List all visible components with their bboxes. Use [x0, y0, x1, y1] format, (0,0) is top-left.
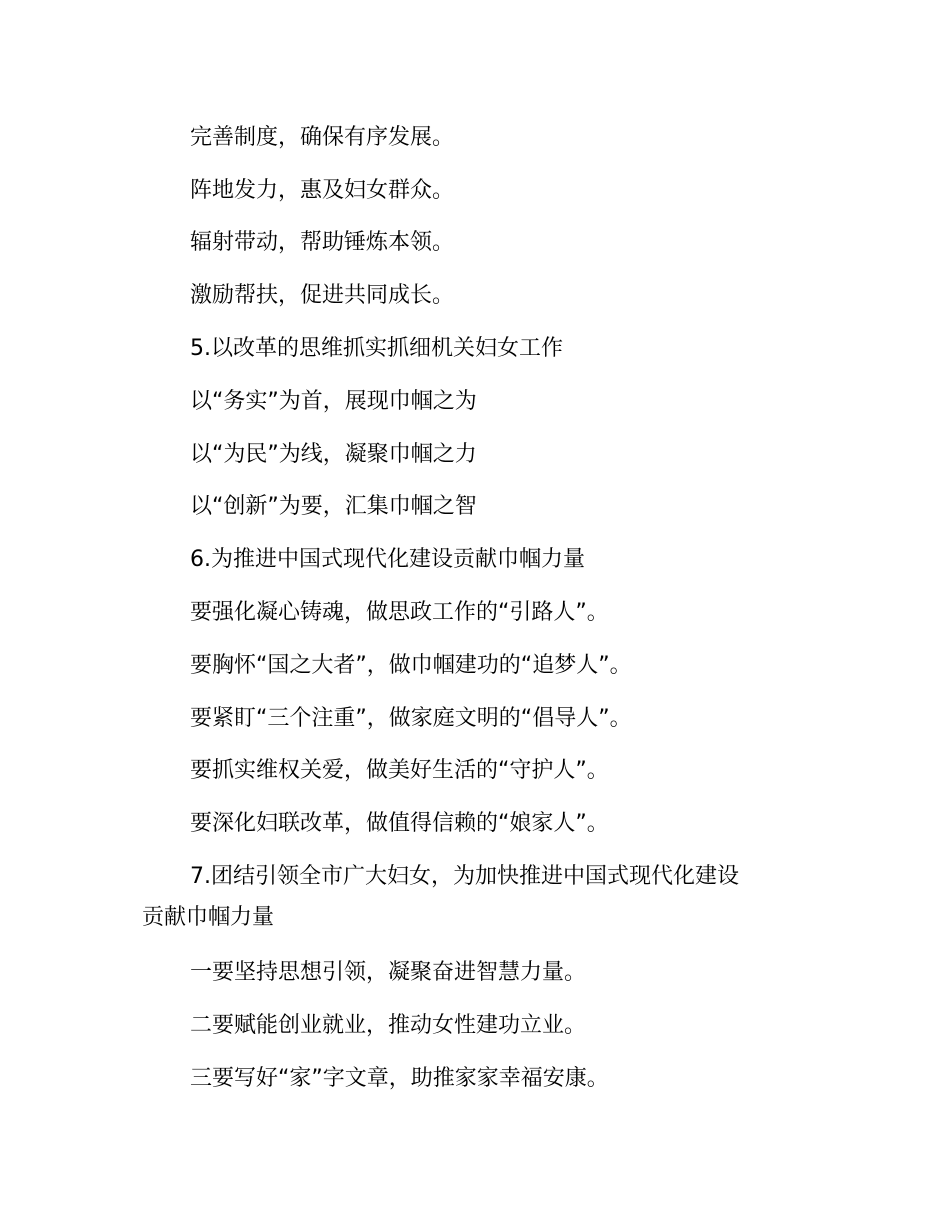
text-line: 要紧盯“三个注重”，做家庭文明的“倡导人”。: [190, 706, 632, 731]
text-line: 完善制度，确保有序发展。: [190, 125, 455, 150]
text-line: 二要赋能创业就业，推动女性建功立业。: [190, 1013, 587, 1038]
text-line: 阵地发力，惠及妇女群众。: [190, 178, 455, 203]
section-heading: 6.为推进中国式现代化建设贡献巾帼力量: [190, 547, 585, 572]
text-line: 以“务实”为首，展现巾帼之为: [190, 389, 477, 414]
section-heading: 5.以改革的思维抓实抓细机关妇女工作: [190, 336, 563, 361]
text-line: 以“创新”为要，汇集巾帼之智: [190, 494, 477, 519]
text-line: 以“为民”为线，凝聚巾帼之力: [190, 442, 477, 467]
text-line: 要抓实维权关爱，做美好生活的“守护人”。: [190, 758, 609, 783]
text-line: 要胸怀“国之大者”，做巾帼建功的“追梦人”。: [190, 653, 632, 678]
text-line: 要深化妇联改革，做值得信赖的“娘家人”。: [190, 811, 609, 836]
text-line: 三要写好“家”字文章，助推家家幸福安康。: [190, 1066, 609, 1091]
text-line: 一要坚持思想引领，凝聚奋进智慧力量。: [190, 960, 587, 985]
text-line: 辐射带动，帮助锤炼本领。: [190, 230, 455, 255]
text-line: 激励帮扶，促进共同成长。: [190, 283, 455, 308]
text-line: 要强化凝心铸魂，做思政工作的“引路人”。: [190, 600, 609, 625]
section-heading-continued: 贡献巾帼力量: [142, 905, 275, 930]
section-heading: 7.团结引领全市广大妇女，为加快推进中国式现代化建设: [190, 864, 739, 889]
